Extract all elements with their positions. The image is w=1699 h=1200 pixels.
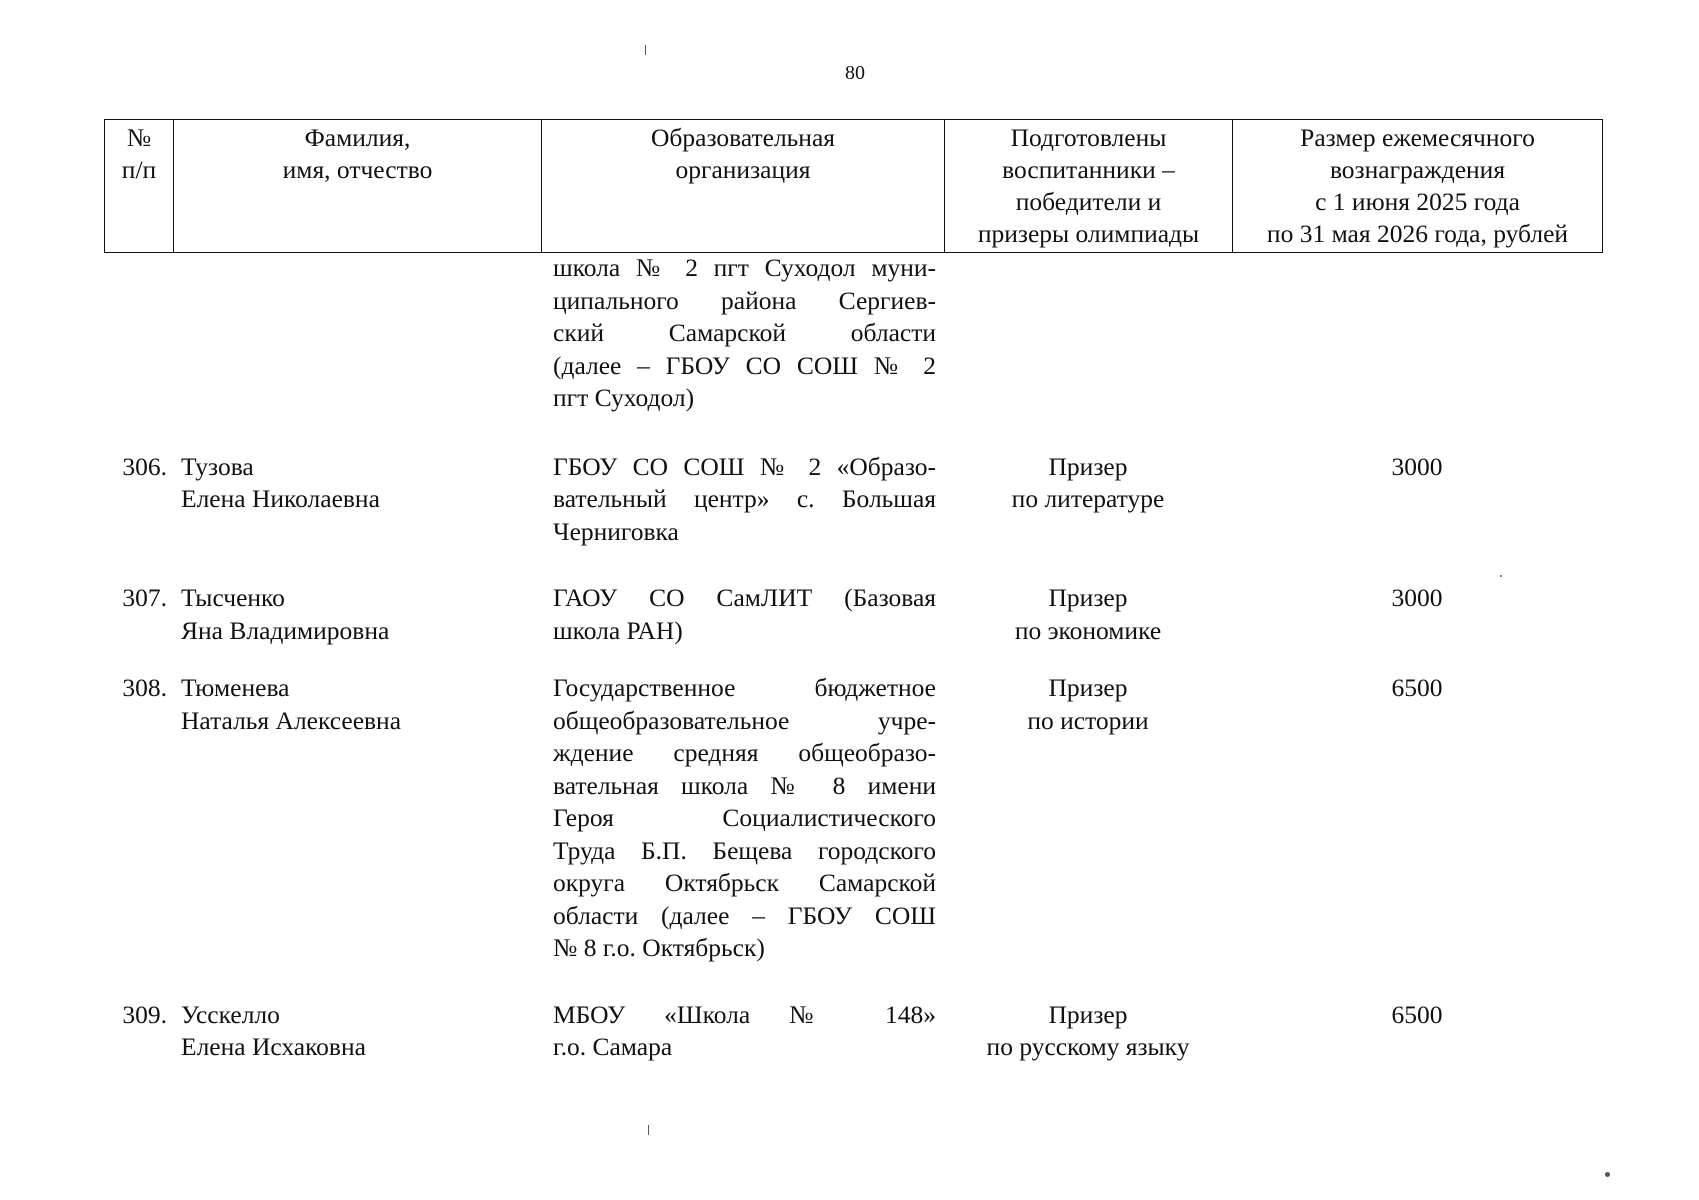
result (944, 582, 1232, 647)
award-amount: 3000 (1391, 583, 1443, 612)
org-line: области (далее – ГБОУ СОШ (553, 900, 936, 930)
header-line: имя, отчество (282, 155, 433, 184)
header-line: воспитанники – (1002, 155, 1175, 184)
given-names: Елена Исхаковна (181, 1032, 366, 1061)
header-line: Фамилия, (304, 123, 411, 152)
org-line: г.о. Самара (553, 1032, 673, 1061)
given-names: Елена Николаевна (181, 484, 380, 513)
awards-table-body (104, 252, 1602, 1064)
header-full-name (174, 120, 542, 253)
scan-speck (1605, 1172, 1610, 1177)
awards-table-header (104, 119, 1603, 253)
org-line: Государственное бюджетное (553, 673, 936, 702)
row-number: 309. (122, 999, 167, 1029)
row-number (104, 252, 173, 415)
result-subject: по литературе (1011, 484, 1165, 513)
header-line: Размер ежемесячного (1300, 123, 1535, 152)
header-line: Подготовлены (1010, 123, 1167, 152)
organization (541, 582, 944, 647)
award-amount: 6500 (1391, 673, 1443, 702)
header-prepared-winners (945, 120, 1233, 253)
recipient-name (173, 999, 541, 1064)
recipient-name (173, 672, 541, 965)
org-line: вательная школа № 8 имени (553, 770, 936, 800)
result-title: Призер (1048, 583, 1128, 612)
header-organization (542, 120, 945, 253)
scan-speck (1500, 575, 1502, 577)
given-names: Наталья Алексеевна (181, 705, 402, 735)
surname: Тузова (181, 451, 254, 481)
org-line: ждение средняя общеобразо- (553, 738, 936, 767)
org-line: Черниговка (553, 516, 679, 546)
header-row (105, 120, 1603, 253)
continuation-row (104, 252, 1602, 415)
org-line: (далее – ГБОУ СО СОШ № 2 (553, 350, 936, 380)
result-title: Призер (1048, 673, 1128, 702)
result (944, 999, 1232, 1064)
table-row (104, 672, 1602, 965)
org-line: пгт Суходол) (553, 383, 695, 412)
header-line: Образовательная (650, 123, 835, 152)
org-line: округа Октябрьск Самарской (553, 868, 936, 897)
org-line: Труда Б.П. Бещева городского (553, 835, 936, 865)
row-number: 307. (122, 583, 167, 612)
org-line: школа № 2 пгт Суходол муни- (553, 253, 936, 282)
organization (541, 999, 944, 1064)
result-title: Призер (1048, 451, 1128, 481)
given-names: Яна Владимировна (181, 615, 390, 645)
header-line: п/п (121, 155, 157, 184)
surname: Тюменева (181, 673, 290, 702)
scan-speck (645, 45, 646, 55)
org-line: МБОУ «Школа № 148» (553, 999, 936, 1029)
organization (541, 252, 944, 415)
org-line: вательный центр» с. Большая (553, 484, 936, 513)
row-number: 308. (122, 673, 167, 702)
org-line: ГАОУ СО СамЛИТ (Базовая (553, 583, 936, 612)
result-subject: по экономике (1014, 615, 1162, 645)
surname: Тысченко (181, 583, 285, 612)
recipient-name (173, 252, 541, 415)
header-line: по 31 мая 2026 года, рублей (1266, 219, 1569, 248)
org-line: ГБОУ СО СОШ № 2 «Образо- (553, 451, 936, 481)
surname: Усскелло (181, 999, 280, 1029)
header-monthly-award (1233, 120, 1603, 253)
header-line: организация (675, 155, 811, 184)
organization (541, 451, 944, 549)
result-title: Призер (1048, 999, 1128, 1029)
award-amount: 6500 (1391, 999, 1443, 1029)
result (944, 252, 1232, 415)
result (944, 451, 1232, 549)
table-row (104, 582, 1602, 647)
award-amount: 3000 (1391, 451, 1443, 481)
award-amount (1232, 252, 1602, 415)
recipient-name (173, 582, 541, 647)
org-line: общеобразовательное учре- (553, 705, 936, 735)
organization (541, 672, 944, 965)
org-line: Героя Социалистического (553, 803, 936, 832)
table-row (104, 451, 1602, 549)
header-line: победители и (1015, 187, 1162, 216)
header-line: № (126, 123, 152, 152)
header-line: вознаграждения (1329, 155, 1506, 184)
row-number: 306. (122, 451, 167, 481)
header-line: призеры олимпиады (977, 219, 1200, 248)
header-number (105, 120, 174, 253)
scan-speck (648, 1125, 649, 1135)
org-line: ципального района Сергиев- (553, 285, 936, 315)
result (944, 672, 1232, 965)
org-line: ский Самарской области (553, 318, 936, 347)
page-number: 80 (845, 62, 865, 84)
header-line: с 1 июня 2025 года (1315, 187, 1520, 216)
org-line: № 8 г.о. Октябрьск) (553, 933, 765, 962)
org-line: школа РАН) (553, 615, 683, 645)
result-subject: по русскому языку (986, 1032, 1190, 1061)
result-subject: по истории (1027, 705, 1149, 735)
table-row (104, 999, 1602, 1064)
recipient-name (173, 451, 541, 549)
